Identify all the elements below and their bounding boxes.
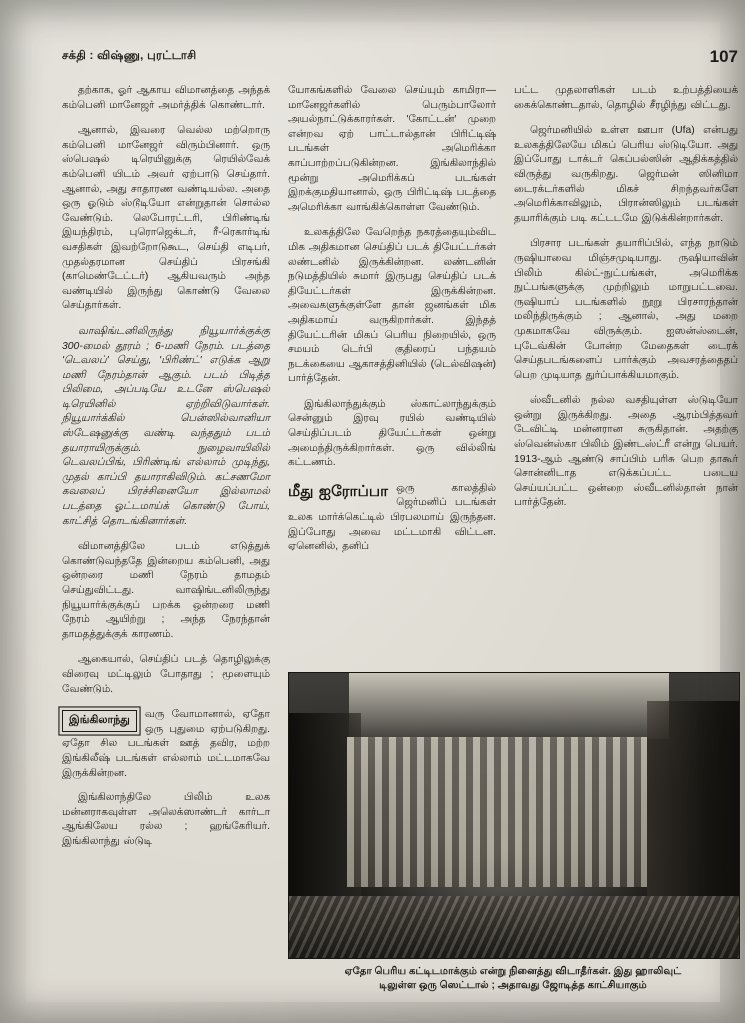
paragraph: இங்கிலாந்திலே பிலிம் உலக மன்னராகவுள்ள அலெக்ஸாண்டர் கார்டா ஆங்கிலேய ரல்ல ; ஹங்கேரியர். இங்கிலாந்து ஸ்டுடி [62, 792, 270, 847]
text-column-1 [62, 84, 270, 861]
boxed-subheading: இங்கிலாந்து [62, 710, 137, 732]
paragraph: ஆனால், இவரை வெல்ல மற்றொரு கம்பெனி மானேஜர் விரும்பினார். ஒரு ஸ்பெஷல் டிரெயினுக்கு ரெயில்வேக் கம்பெனி யிடம் அவர் ஏற்பாடு செய்தார். ஆனால், அது சாதாரண வண்டியல்ல. அதை ஒரு ஓடும் ஸ்டூடியோ என்றுதான் சொல்ல வேண்டும். லெபோரட்டரி, பிரிண்டிங் இயந்திரம், புரொஜெக்டர், ரீ-ரெகார்டிங் வசதிகள் இவற்றோடுகூட, செய்தி எடிபர், முதல்தரமான செய்திப் பிரசங்கி (காமெண்டேட்டர்) ஆகியவரும் அந்த வண்டியில் இருந்து கொண்டு வேலை செய்தார்கள். [62, 125, 270, 312]
paragraph: பட்ட முதலாளிகள் படம் உற்பத்தியைக் கைக்கொண்டதால், தொழில் சீரழிந்து விட்டது. [514, 85, 738, 111]
paragraph: தற்காக, ஓர் ஆகாய விமானத்தை அந்தக் கம்பெனி மானேஜர் அமர்த்திக் கொண்டார். [62, 85, 270, 111]
text-column-3 [514, 84, 738, 522]
running-head-title: சக்தி : விஷ்ணு, புரட்டாசி [62, 50, 197, 62]
running-head [62, 47, 738, 70]
caption-line-1: ஏதோ பெரிய கட்டிடமாக்கும் என்று நினைத்து விடாதீர்கள். இது ஹாலிவுட் [344, 966, 682, 977]
section-heading-block [288, 482, 496, 555]
page-sheet [26, 22, 738, 1002]
paragraph: ஆகையால், செய்திப் படத் தொழிலுக்கு விரைவு மட்டிலும் போதாது ; மூளையும் வேண்டும். [62, 654, 270, 695]
paragraph: ஜெர்மனியில் உள்ள ஊபா (Ufa) என்பது உலகத்திலேயே மிகப் பெரிய ஸ்டுடியோ. அது இப்போது டாக்டர் கெப்பல்ஸின் ஆதிக்கத்தில் விருத்து வருகிறது. ஜெர்மன் ஸினிமா டைரக்டர்களில் மிகச் சிறந்தவர்களே அமெரிக்காவிலும், பிரான்ஸிலும் படங்கள் தயாரிக்கும் படி கட்டடமே இடுக்கின்றார்கள். [514, 125, 738, 224]
figure [288, 672, 738, 993]
paragraph: பிரசார படங்கள் தயாரிப்பில், எந்த நாடும் ருஷியாவை மிஞ்சமுடியாது. ருஷியாவின் பிலிம் கில்ட்-நுட்பங்கள், அமெரிக்க நுட்பங்களுக்கு முற்றிலும் மாறுபட்டவை. ருஷியாப் படங்களில் நூறு பிரசாரந்தான் மலிந்திருக்கும் ; ஆனால், அது மறை முகமாகவே விருக்கும். ஐஸன்ஸ்டைன், புடேவ்கின் போன்ற மேதைகள் டைரக் செய்தபடங்களைப் பார்க்கும் அவசரத்தைதப் பெற முடியாத துர்ப்பாக்கியமாகும். [514, 238, 738, 381]
paragraph: உலகத்திலே வேறெந்த நகரத்தையும்விட மிக அதிகமான செய்திப் படக் தியேட்டர்கள் லண்டனில் இருக்கின்றன. லண்டனின் நடுமத்தியில் சுமார் இருபது செய்திப் படக் தியேட்டர்கள் இருக்கின்றன. அவைகளுக்குள்ளே தான் ஜனங்கள் மிக அதிகமாய் வருகிறார்கள். இந்தத் தியேட்டரின் மிகப் பெரிய நிறையில், ஒரு சமயம் டெர்பி குதிரைப் பந்தயம் நடக்கையை ஆகாசத்தினியில் (டெல்விஷன்) பார்த்தேன். [288, 227, 496, 385]
paragraph: விமானத்திலே படம் எடுத்துக் கொண்டுவந்ததே இன்றைய கம்பெனி, அது ஒன்றரை மணி நேரம் தாமதம் செய்துவிட்டது. வாஷிங்டனிலிருந்து நியூயார்க்குக்குப் பறக்க ஒன்றரை மணி நேரம் ஆயிற்று ; அந்த நேரந்தான் தாமதத்துக்குக் காரணம். [62, 541, 270, 640]
paragraph: ஸ்வீடனில் நல்ல வசதியுள்ள ஸ்டுடியோ ஒன்று இருக்கிறது. அதை ஆரம்பித்தவர் டேவிட்டி மன்னரான சுருகிதான். அதற்கு ஸ்வென்ஸ்கா பிலிம் இண்டஸ்ட்ரீ என்று பெயர். 1913-ஆம் ஆண்டு சாப்பிம் பரிசு பெற தாகூர் சொன்னிடாத எடுக்கப்பட்ட படைய செய்யப்பட்ட ஒன்றை ஸ்வீடனில்தான் நான் பார்த்தேன். [514, 395, 738, 509]
paragraph: இங்கிலாந்துக்கும் ஸ்காட்லாந்துக்கும் சென்னும் இரவு ரயில் வண்டியில் செய்திப்படம் தியேட்டர்கள் ஒன்று அமைந்திருக்கிறார்கள். ஒரு வில்லிங் கட்டணம். [288, 398, 496, 469]
text-column-2 [288, 84, 496, 565]
page-number: 107 [709, 47, 738, 66]
section-heading: மீது ஐரோப்பா [288, 482, 389, 500]
figure-caption [288, 965, 738, 993]
paragraph: ஒரு காலத்தில் ஜெர்மனிப் படங்கள் உலக மார்க்கெட்டில் பிரபலமாய் இருந்தன. இப்போது அவை மட்டமாகி விட்டன. ஏனெனில், தனிப் [288, 482, 496, 553]
photograph [288, 672, 740, 959]
photo-foreground-ground [289, 896, 739, 958]
paragraph: யோகங்களில் வேலை செய்யும் காமிரா—மானேஜர்களில் பெரும்பாலோர் அயல்நாட்டுக்காரர்கள். 'கோட்டன்' முறை என்றவ ஏற் பாட்டால்தான் பிரிட்டிஷ் படங்கள் அமெரிக்கா காப்பாற்றப்படுகின்றன. இங்கிலாந்தில் மூன்று அமெரிக்கப் படங்கள் இறக்குமதியானால், ஒரு பிரிட்டிஷ் படத்தை அமெரிக்கா வாங்கிக்கொள்ள வேண்டும். [288, 85, 496, 213]
caption-line-2: டிலுள்ள ஒரு ஸெட்டால் ; அதாவது ஜோடித்த காட்சியாகும் [379, 980, 647, 991]
photo-facade-set [347, 737, 647, 887]
photo-sky-region [349, 673, 669, 739]
photo-right-building [647, 701, 739, 921]
paragraph: வரு வோமானால், ஏதோ ஒரு புதுமை ஏற்படுகிறது. ஏதோ சில படங்கள் ஊத் தவிர, மற்ற இங்கிலீஷ் படங்கள் எல்லாம் மட்டமாகவே இருக்கின்றன. [62, 709, 270, 779]
paragraph: வாஷிங்டனிலிருந்து நியூயார்க்குக்கு 300-மைல் தூரம் ; 6-மணி நேரம். படத்தை 'டெவலப்' செய்து, 'பிரிண்ட்' எடுக்க ஆறு மணி நேரம்தான் ஆகும். படம் பிடித்த பிலிமை, அப்படியே உடனே ஸ்பெஷல் டிரெயினில் ஏற்றிவிடுவார்கள். நியூயார்க்கில் பென்ஸில்வானியா ஸ்டேஷனுக்கு வண்டி வந்ததும் படம் தயாராயிருக்கும். நுழைவாயிலில் டெவலப்பிங், பிரிண்டிங் எல்லாம் முடிந்து, முதல் காப்பி தயாராகிவிடும். கட்சணமோ கவலைப் பிரச்சினையோ இல்லாமல் படத்தை ஓட்டமாய்க் கொண்டு போய், காட்சித் தொடங்கினார்கள். [62, 325, 270, 527]
subheading-block [62, 708, 270, 781]
